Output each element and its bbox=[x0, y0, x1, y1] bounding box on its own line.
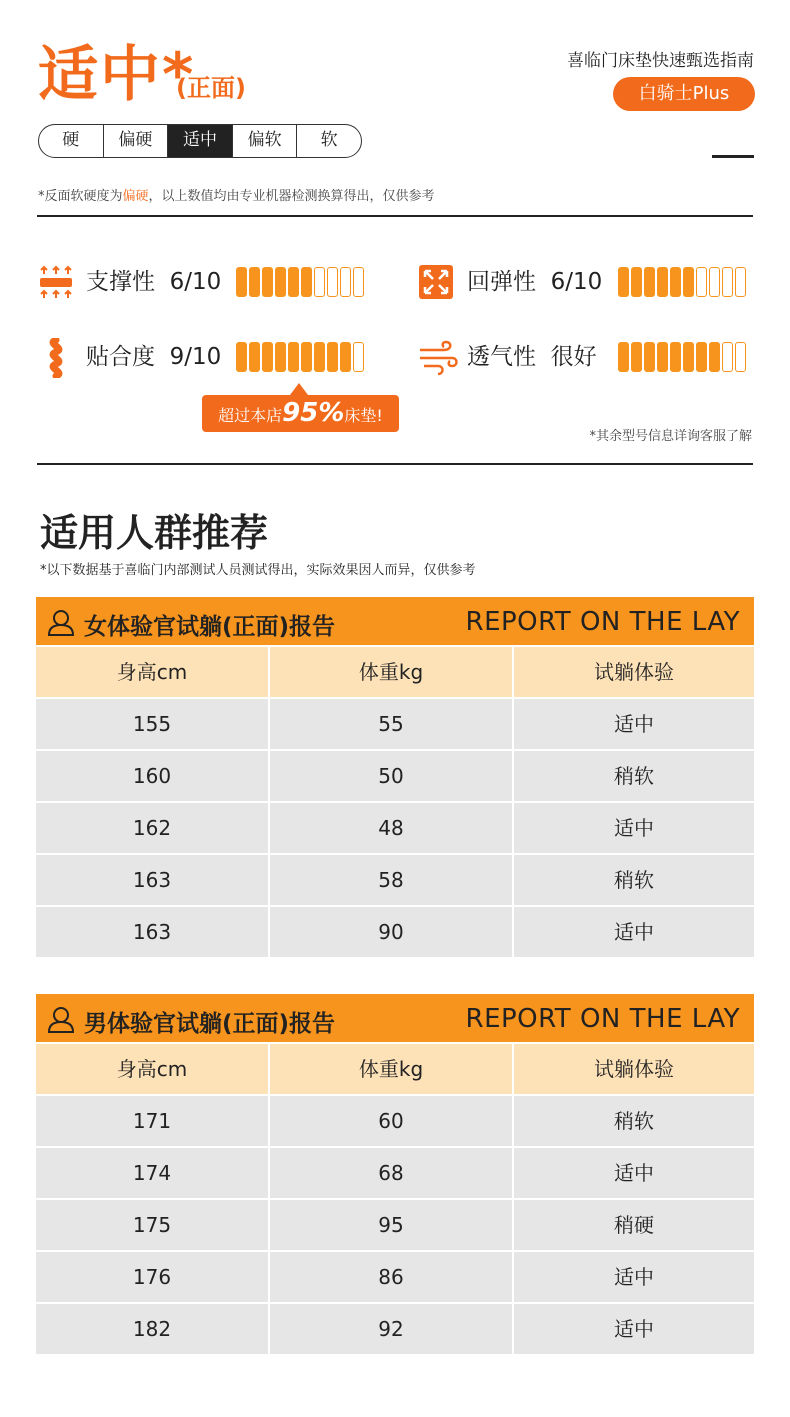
column-header: 身高cm bbox=[36, 647, 268, 697]
metric-name: 支撑性 bbox=[86, 269, 155, 295]
level-segment bbox=[657, 342, 668, 372]
level-segment bbox=[683, 267, 694, 297]
promo-suffix: 床垫! bbox=[344, 406, 383, 425]
metric-label bbox=[86, 342, 221, 372]
level-segment bbox=[696, 267, 707, 297]
level-segment bbox=[353, 342, 364, 372]
firmness-note bbox=[38, 185, 435, 204]
table-cell: 163 bbox=[36, 907, 268, 957]
table-title: 女体验官试躺(正面)报告 bbox=[84, 614, 336, 640]
level-segment bbox=[631, 267, 642, 297]
table-cell: 48 bbox=[270, 803, 512, 853]
metric-bar bbox=[236, 342, 364, 372]
firmness-note-prefix: *反面软硬度为 bbox=[38, 189, 123, 204]
table-cell: 175 bbox=[36, 1200, 268, 1250]
table-title-en: REPORT ON THE LAY bbox=[465, 607, 740, 637]
metric-label bbox=[86, 267, 221, 297]
guide-title: 喜临门床垫快速甄选指南 bbox=[567, 51, 754, 71]
other-models-note: *其余型号信息详询客服了解 bbox=[589, 429, 752, 444]
table-cell: 适中 bbox=[514, 803, 754, 853]
table-cell: 稍软 bbox=[514, 855, 754, 905]
level-segment bbox=[644, 342, 655, 372]
level-segment bbox=[314, 342, 325, 372]
level-segment bbox=[353, 267, 364, 297]
level-segment bbox=[249, 342, 260, 372]
divider bbox=[37, 463, 753, 465]
support-icon bbox=[38, 264, 74, 300]
level-segment bbox=[314, 267, 325, 297]
metric-value: 很好 bbox=[550, 344, 597, 370]
metric-value: 6/10 bbox=[169, 269, 222, 295]
level-segment bbox=[696, 342, 707, 372]
rebound-icon bbox=[418, 264, 454, 300]
firmness-option-selected: 适中 bbox=[168, 125, 233, 157]
metric-bar bbox=[618, 267, 746, 297]
level-segment bbox=[709, 342, 720, 372]
table-cell: 95 bbox=[270, 1200, 512, 1250]
table-cell: 55 bbox=[270, 699, 512, 749]
firmness-option: 硬 bbox=[39, 125, 104, 157]
table-cell: 90 bbox=[270, 907, 512, 957]
table-cell: 163 bbox=[36, 855, 268, 905]
level-segment bbox=[644, 267, 655, 297]
firmness-option: 偏硬 bbox=[104, 125, 169, 157]
table-header-bar bbox=[36, 994, 754, 1042]
table-cell: 适中 bbox=[514, 699, 754, 749]
level-segment bbox=[327, 267, 338, 297]
level-segment bbox=[683, 342, 694, 372]
level-segment bbox=[275, 267, 286, 297]
level-segment bbox=[735, 267, 746, 297]
column-header: 体重kg bbox=[270, 647, 512, 697]
table-cell: 60 bbox=[270, 1096, 512, 1146]
level-segment bbox=[670, 267, 681, 297]
table-cell: 适中 bbox=[514, 907, 754, 957]
person-icon bbox=[46, 607, 76, 637]
table-cell: 86 bbox=[270, 1252, 512, 1302]
promo-prefix: 超过本店 bbox=[218, 406, 283, 425]
promo-percent: 95% bbox=[282, 398, 345, 428]
table-cell: 162 bbox=[36, 803, 268, 853]
firmness-scale bbox=[38, 124, 362, 158]
divider bbox=[37, 215, 753, 217]
level-segment bbox=[709, 267, 720, 297]
level-segment bbox=[618, 342, 629, 372]
table-cell: 92 bbox=[270, 1304, 512, 1354]
breathability-icon bbox=[418, 340, 458, 376]
metric-value: 9/10 bbox=[169, 344, 222, 370]
level-segment bbox=[301, 342, 312, 372]
column-header: 身高cm bbox=[36, 1044, 268, 1094]
table-cell: 稍软 bbox=[514, 1096, 754, 1146]
promo-badge bbox=[202, 395, 399, 432]
table-cell: 50 bbox=[270, 751, 512, 801]
metric-label bbox=[467, 342, 597, 372]
column-header: 体重kg bbox=[270, 1044, 512, 1094]
table-cell: 171 bbox=[36, 1096, 268, 1146]
decor-dash bbox=[714, 155, 754, 158]
level-segment bbox=[288, 342, 299, 372]
metric-label bbox=[467, 267, 602, 297]
metric-value: 6/10 bbox=[550, 269, 603, 295]
metric-bar bbox=[236, 267, 364, 297]
table-cell: 适中 bbox=[514, 1304, 754, 1354]
page-title: 适中* bbox=[38, 40, 196, 110]
level-segment bbox=[618, 267, 629, 297]
table-cell: 176 bbox=[36, 1252, 268, 1302]
level-segment bbox=[735, 342, 746, 372]
level-segment bbox=[340, 267, 351, 297]
level-segment bbox=[236, 342, 247, 372]
level-segment bbox=[340, 342, 351, 372]
table-cell: 58 bbox=[270, 855, 512, 905]
firmness-option: 软 bbox=[320, 130, 338, 150]
firmness-note-suffix: ，以上数值均由专业机器检测换算得出，仅供参考 bbox=[148, 189, 435, 204]
level-segment bbox=[327, 342, 338, 372]
report-table bbox=[36, 1044, 754, 1354]
table-cell: 182 bbox=[36, 1304, 268, 1354]
metric-name: 贴合度 bbox=[86, 344, 155, 370]
promo-pointer bbox=[290, 383, 308, 395]
level-segment bbox=[249, 267, 260, 297]
person-icon bbox=[46, 1004, 76, 1034]
table-cell: 160 bbox=[36, 751, 268, 801]
level-segment bbox=[288, 267, 299, 297]
column-header: 试躺体验 bbox=[514, 647, 754, 697]
product-badge: 白骑士Plus bbox=[613, 77, 755, 111]
table-title-en: REPORT ON THE LAY bbox=[465, 1004, 740, 1034]
metric-bar bbox=[618, 342, 746, 372]
level-segment bbox=[657, 267, 668, 297]
table-cell: 稍硬 bbox=[514, 1200, 754, 1250]
level-segment bbox=[722, 267, 733, 297]
table-cell: 稍软 bbox=[514, 751, 754, 801]
table-cell: 68 bbox=[270, 1148, 512, 1198]
section-title: 适用人群推荐 bbox=[40, 511, 269, 555]
firmness-option: 偏软 bbox=[233, 125, 298, 157]
section-note: *以下数据基于喜临门内部测试人员测试得出，实际效果因人而异，仅供参考 bbox=[40, 563, 476, 578]
level-segment bbox=[670, 342, 681, 372]
table-title: 男体验官试躺(正面)报告 bbox=[84, 1011, 336, 1037]
firmness-note-highlight: 偏硬 bbox=[122, 189, 149, 204]
level-segment bbox=[262, 342, 273, 372]
table-header-bar bbox=[36, 597, 754, 645]
level-segment bbox=[275, 342, 286, 372]
column-header: 试躺体验 bbox=[514, 1044, 754, 1094]
metric-name: 回弹性 bbox=[467, 269, 536, 295]
table-cell: 适中 bbox=[514, 1148, 754, 1198]
level-segment bbox=[262, 267, 273, 297]
metric-name: 透气性 bbox=[467, 344, 536, 370]
level-segment bbox=[236, 267, 247, 297]
table-cell: 适中 bbox=[514, 1252, 754, 1302]
report-table bbox=[36, 647, 754, 957]
page-subtitle: (正面) bbox=[176, 74, 246, 102]
table-cell: 155 bbox=[36, 699, 268, 749]
level-segment bbox=[631, 342, 642, 372]
conform-icon bbox=[42, 338, 70, 378]
table-cell: 174 bbox=[36, 1148, 268, 1198]
level-segment bbox=[722, 342, 733, 372]
level-segment bbox=[301, 267, 312, 297]
